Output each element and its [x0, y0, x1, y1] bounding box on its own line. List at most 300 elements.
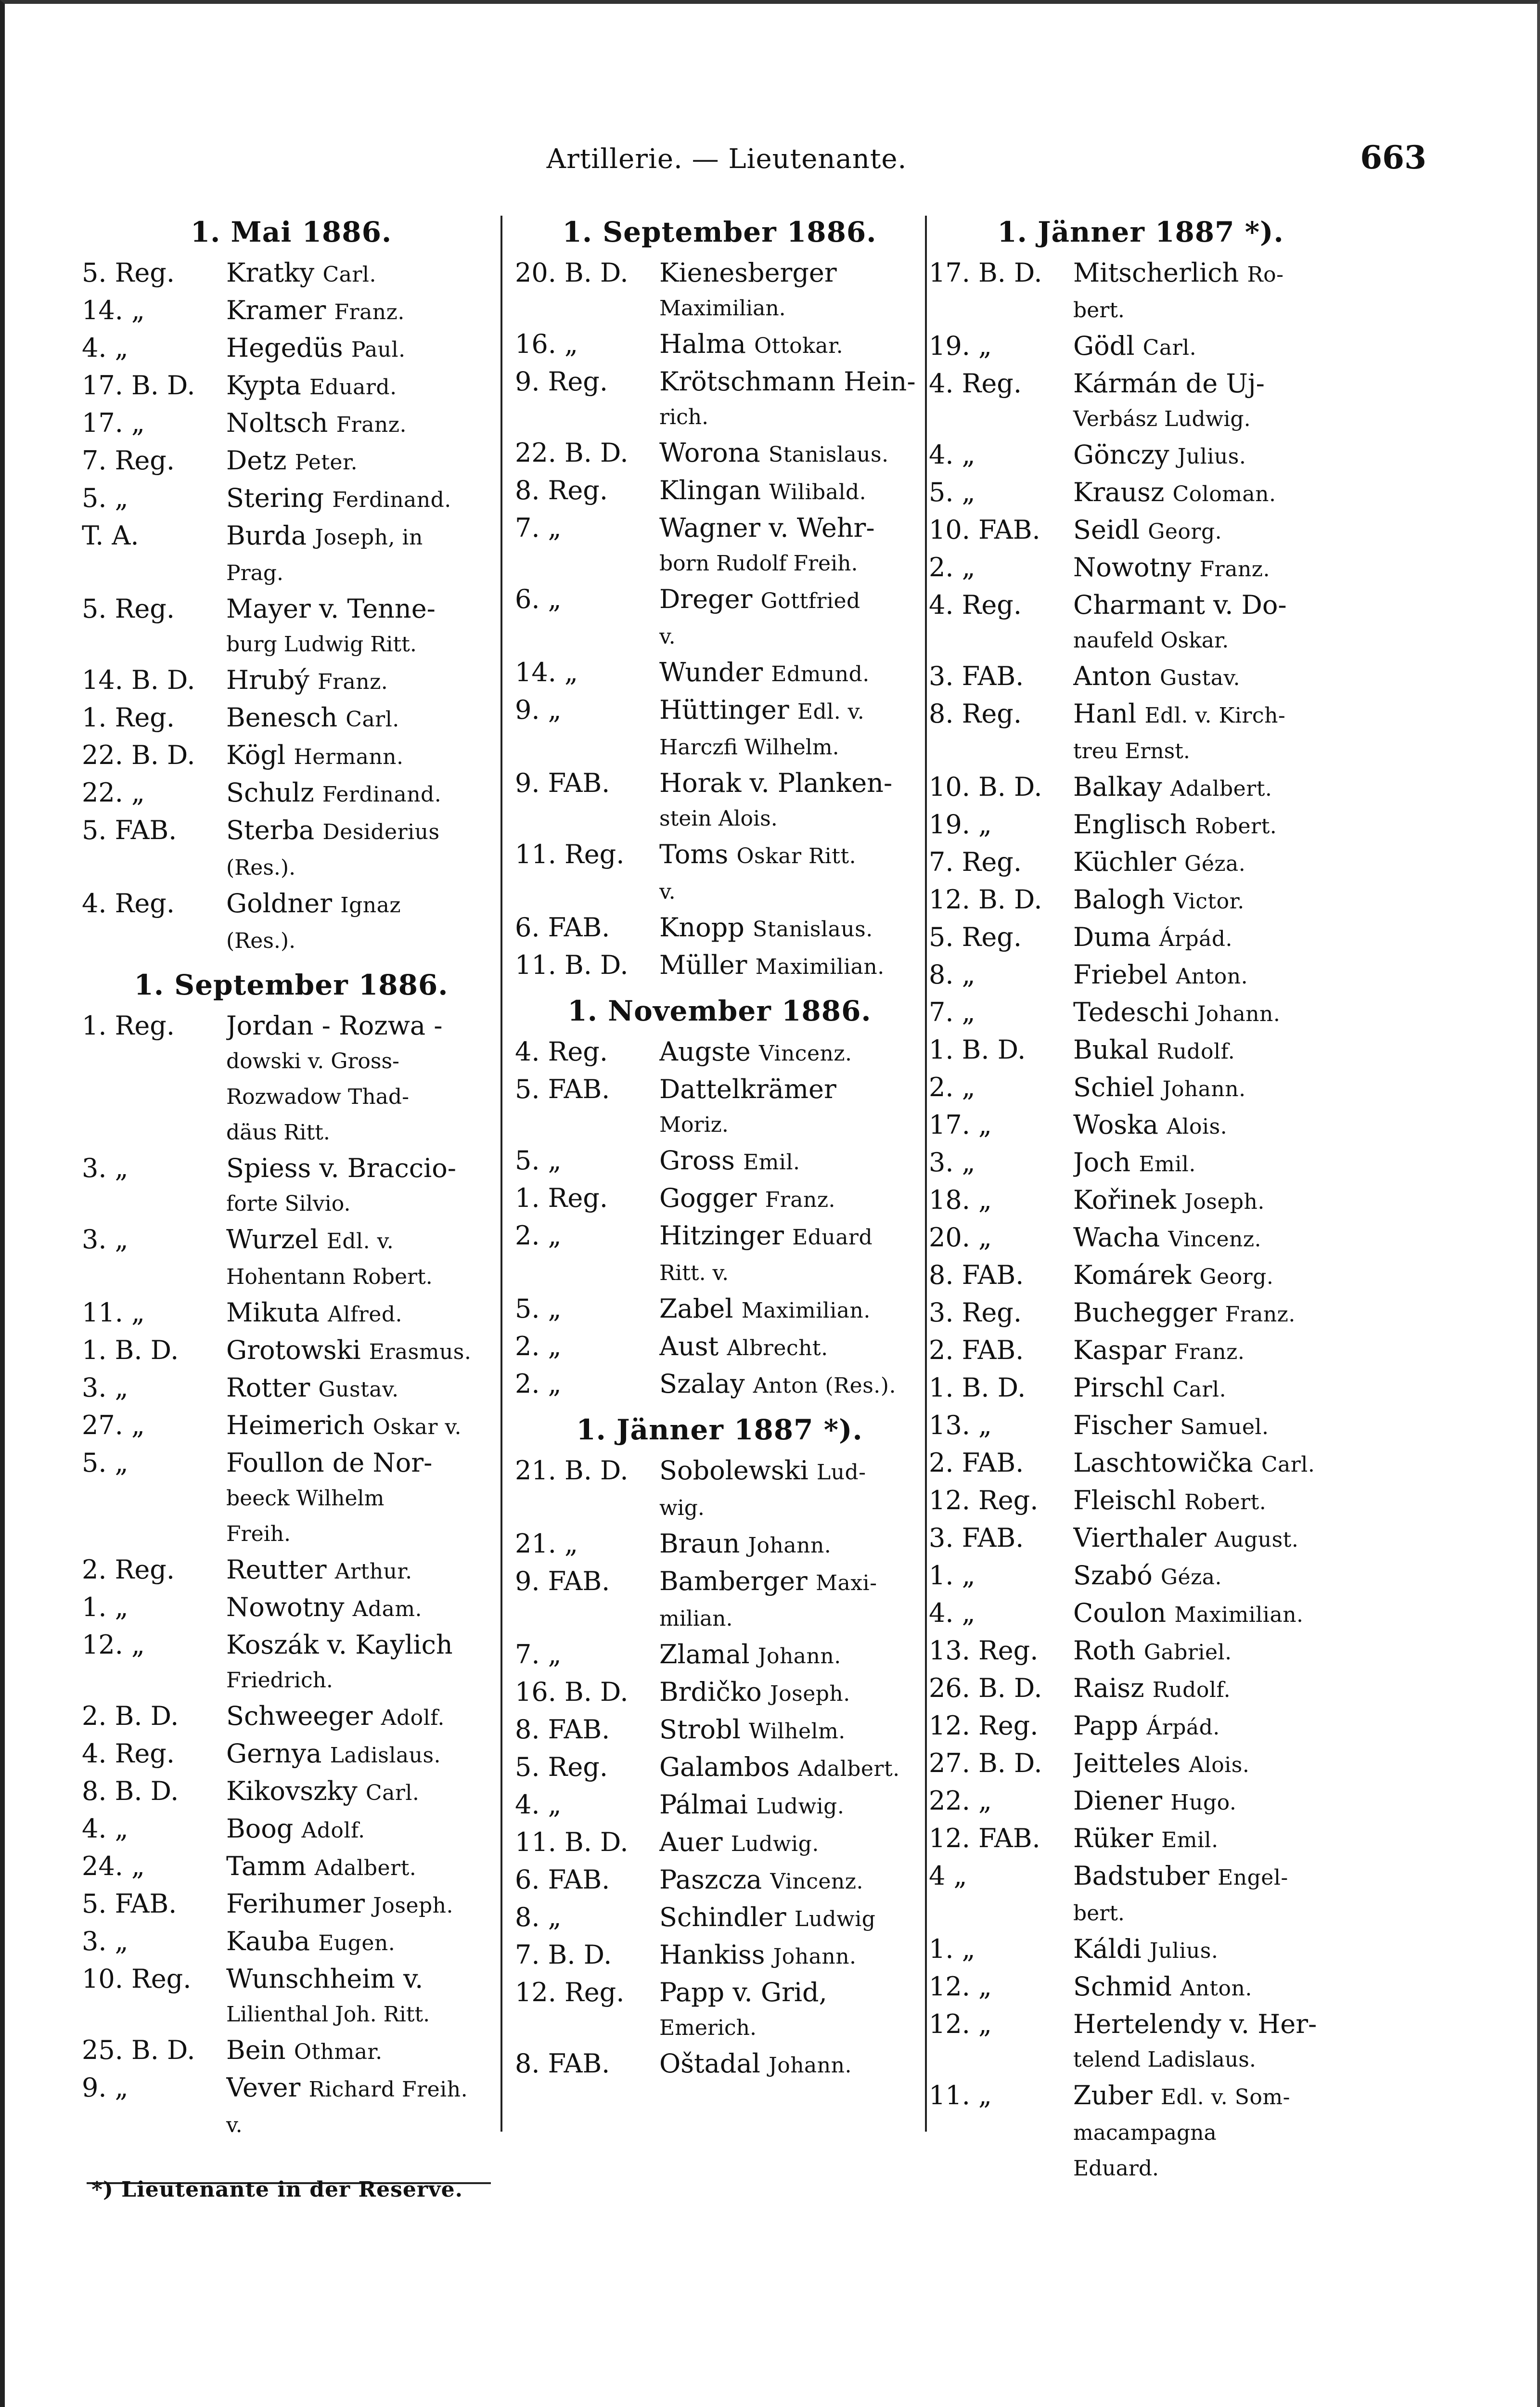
officer-name [1073, 1333, 1352, 1370]
given-name: Rudolf. [1156, 1039, 1235, 1064]
date-unit: 26. B. D. [929, 1673, 1042, 1703]
date-unit: 11. B. D. [515, 1827, 629, 1857]
surname: Szabó [1073, 1560, 1153, 1591]
officer-name [659, 1862, 924, 1900]
column-1 [82, 206, 500, 2139]
date-unit: 7. „ [929, 997, 975, 1027]
continuation-line: stein Alois. [659, 806, 778, 831]
surname: Vever [226, 2072, 301, 2103]
given-name: Alois. [1189, 1753, 1250, 1777]
given-name: Johann. [757, 1644, 841, 1669]
list-item [929, 919, 1352, 957]
date-unit: 2. „ [515, 1331, 562, 1361]
officer-name [226, 1295, 500, 1333]
list-item [929, 769, 1352, 807]
list-item [515, 1072, 924, 1107]
list-item [515, 435, 924, 473]
continuation-line: treu Ernst. [1073, 739, 1190, 764]
surname: Burda [226, 520, 307, 551]
given-name: Edl. v. Som- [1160, 2085, 1290, 2109]
list-item [82, 1849, 500, 1886]
officer-name [226, 1445, 500, 1481]
surname: Reutter [226, 1554, 327, 1585]
date-unit: 5. „ [929, 477, 975, 507]
date-unit: 17. B. D. [929, 258, 1042, 288]
given-name: Johann. [773, 1944, 857, 1969]
date-unit: 12. Reg. [929, 1710, 1039, 1741]
surname: Hertelendy v. Her- [1073, 2009, 1317, 2039]
continuation-line: born Rudolf Freih. [659, 551, 858, 576]
given-name: Emil. [743, 1150, 800, 1175]
list-item [929, 659, 1352, 696]
surname: Krötschmann Hein- [659, 366, 916, 397]
officer-name [226, 1627, 500, 1663]
given-name: Ro- [1247, 262, 1284, 287]
officer-name [659, 1329, 924, 1366]
list-item [929, 1595, 1352, 1633]
officer-name [1073, 696, 1352, 734]
surname: Spiess v. Braccio- [226, 1153, 457, 1183]
officer-name [659, 2046, 924, 2083]
surname: Mikuta [226, 1297, 320, 1328]
officer-name [1073, 1821, 1352, 1858]
given-name: Géza. [1160, 1565, 1222, 1590]
list-item [82, 1552, 500, 1590]
list-item [929, 1969, 1352, 2006]
list-item [929, 882, 1352, 919]
surname: Gross [659, 1145, 735, 1176]
officer-name [659, 1453, 924, 1490]
column-rule [925, 216, 927, 2132]
date-unit: 1. Reg. [82, 1010, 175, 1041]
surname: Balogh [1073, 884, 1166, 915]
list-item [929, 844, 1352, 882]
surname: Oštadal [659, 2048, 760, 2079]
list-item [82, 1151, 500, 1186]
officer-name [1073, 255, 1352, 293]
date-unit: 5. Reg. [82, 258, 175, 288]
officer-name [659, 692, 924, 730]
surname: Halma [659, 329, 746, 359]
date-unit: 5. „ [515, 1294, 562, 1324]
given-name: Vincenz. [758, 1041, 852, 1066]
officer-name [659, 255, 924, 291]
date-unit: 17. „ [82, 408, 145, 438]
surname: Kögl [226, 740, 286, 770]
continuation-line: Verbász Ludwig. [1073, 407, 1251, 431]
list-item [515, 1937, 924, 1975]
surname: Aust [659, 1331, 719, 1361]
list-item [929, 328, 1352, 366]
given-name: Anton. [1176, 964, 1248, 989]
surname: Auer [659, 1827, 723, 1857]
officer-name [1073, 1931, 1352, 1969]
officer-name [659, 582, 924, 619]
surname: Wacha [1073, 1222, 1160, 1253]
given-name: Adolf. [301, 1818, 365, 1843]
surname: Schiel [1073, 1072, 1155, 1102]
list-item [82, 591, 500, 627]
officer-name [226, 886, 500, 923]
list-item [82, 886, 500, 923]
surname: Dreger [659, 584, 753, 614]
surname: Charmant v. Do- [1073, 590, 1287, 620]
given-name: Ferdinand. [332, 488, 451, 512]
date-unit: 3. FAB. [929, 661, 1024, 691]
officer-name [226, 1811, 500, 1849]
given-name: Edmund. [771, 662, 870, 686]
surname: Ferihumer [226, 1889, 365, 1919]
officer-name [226, 1924, 500, 1961]
surname: Krausz [1073, 477, 1165, 507]
continuation-line: bert. [1073, 298, 1125, 323]
date-unit: 5. Reg. [82, 594, 175, 624]
list-item [929, 366, 1352, 401]
list-item [515, 582, 924, 619]
given-name: Joseph. [373, 1893, 454, 1918]
date-unit: 22. B. D. [82, 740, 195, 770]
surname: Kauba [226, 1926, 310, 1956]
surname: Kratky [226, 258, 315, 288]
date-unit: 10. B. D. [929, 772, 1042, 802]
list-item [82, 738, 500, 775]
list-item [929, 1858, 1352, 1896]
continuation-line: macampagna [1073, 2121, 1217, 2145]
surname: Gernya [226, 1738, 322, 1769]
list-item [515, 910, 924, 947]
date-unit: 22. „ [82, 777, 145, 808]
list-item [82, 775, 500, 813]
given-name: Victor. [1173, 889, 1245, 914]
date-unit: 10. Reg. [82, 1964, 192, 1994]
date-unit: 24. „ [82, 1851, 145, 1881]
surname: Fleischl [1073, 1485, 1176, 1515]
given-name: Johann. [769, 2053, 852, 2078]
continuation-line: Emerich. [659, 2016, 757, 2040]
list-item [929, 957, 1352, 995]
officer-name [226, 1552, 500, 1590]
officer-name [659, 1787, 924, 1825]
officer-name [659, 1143, 924, 1180]
date-unit: 7. „ [515, 1639, 562, 1669]
given-name: Erasmus. [369, 1340, 472, 1364]
list-item [515, 473, 924, 510]
column-2 [515, 206, 924, 2139]
given-name: Albrecht. [727, 1336, 828, 1360]
surname: Kramer [226, 295, 326, 325]
surname: Foullon de Nor- [226, 1448, 433, 1478]
date-unit: 2. „ [515, 1369, 562, 1399]
date-unit: 16. B. D. [515, 1677, 629, 1707]
date-unit: 7. B. D. [515, 1940, 612, 1970]
given-name: Árpád. [1159, 927, 1233, 951]
given-name: Oskar Ritt. [736, 844, 857, 868]
date-unit: 4. „ [82, 333, 128, 363]
list-item [929, 1520, 1352, 1558]
surname: Grotowski [226, 1335, 361, 1365]
list-item [82, 1445, 500, 1481]
given-name: Julius. [1177, 444, 1246, 469]
list-item [929, 1821, 1352, 1858]
officer-name [659, 1637, 924, 1674]
continuation-line: beeck Wilhelm [226, 1486, 385, 1511]
surname: Kořinek [1073, 1185, 1176, 1215]
given-name: Edl. v. [326, 1229, 394, 1254]
officer-name [1073, 1408, 1352, 1445]
surname: Tedeschi [1073, 997, 1189, 1027]
list-item [82, 1961, 500, 1997]
list-item [515, 765, 924, 801]
list-item [515, 1180, 924, 1218]
given-name: Hermann. [294, 745, 404, 769]
officer-name [226, 405, 500, 443]
list-item [515, 1218, 924, 1255]
given-name: Gustav. [318, 1377, 399, 1402]
date-unit: 21. „ [515, 1528, 578, 1559]
officer-name [659, 1975, 924, 2010]
officer-name [1073, 1445, 1352, 1483]
given-name: Gabriel. [1143, 1640, 1232, 1665]
officer-name [226, 662, 500, 700]
given-name: Engel- [1218, 1865, 1288, 1890]
date-unit: 17. „ [929, 1110, 992, 1140]
list-item [82, 1370, 500, 1408]
given-name: Oskar v. [372, 1415, 462, 1439]
list-item [82, 1811, 500, 1849]
officer-name [1073, 1032, 1352, 1070]
list-item [929, 437, 1352, 475]
list-item [929, 550, 1352, 587]
surname: Pálmai [659, 1789, 748, 1820]
surname: Woska [1073, 1110, 1158, 1140]
date-unit: 3. „ [82, 1372, 128, 1403]
list-item [515, 1143, 924, 1180]
list-item [515, 1366, 924, 1404]
date-unit: 20. „ [929, 1222, 992, 1253]
date-unit: 14. „ [515, 657, 578, 687]
date-unit: 7. Reg. [82, 445, 175, 476]
list-item [929, 1032, 1352, 1070]
surname: Sobolewski [659, 1455, 808, 1486]
officer-name [659, 765, 924, 801]
given-name: Adalbert. [1170, 776, 1272, 801]
date-unit: 8. Reg. [929, 699, 1022, 729]
officer-name [1073, 1182, 1352, 1220]
surname: Buchegger [1073, 1297, 1217, 1328]
surname: Gogger [659, 1183, 757, 1213]
date-unit: 2. Reg. [82, 1554, 175, 1585]
date-unit: 1. „ [82, 1592, 128, 1622]
continuation-line: (Res.). [226, 855, 296, 880]
list-item [82, 518, 500, 556]
given-name: Carl. [1261, 1452, 1315, 1477]
date-unit: 1. Reg. [515, 1183, 608, 1213]
date-unit: 7. „ [515, 513, 562, 543]
given-name: Franz. [334, 300, 405, 324]
surname: Worona [659, 438, 760, 468]
continuation-line: Prag. [226, 561, 284, 585]
list-item [929, 2078, 1352, 2115]
officer-name [226, 1961, 500, 1997]
date-unit: 4. „ [929, 1598, 975, 1628]
surname: Braun [659, 1528, 740, 1559]
given-name: Anton. [1180, 1976, 1252, 2001]
list-item [929, 1483, 1352, 1520]
officer-name [226, 2032, 500, 2070]
surname: Augste [659, 1036, 751, 1067]
surname: Duma [1073, 922, 1151, 952]
given-name: Franz. [1174, 1340, 1245, 1364]
given-name: Carl. [346, 707, 399, 732]
date-unit: 20. B. D. [515, 258, 629, 288]
given-name: Franz. [1199, 557, 1270, 582]
list-item [515, 655, 924, 692]
officer-name [226, 1736, 500, 1773]
date-unit: 1. B. D. [929, 1035, 1026, 1065]
officer-name [659, 364, 924, 400]
list-item [82, 1886, 500, 1924]
officer-name [1073, 659, 1352, 696]
list-item [82, 1408, 500, 1445]
list-item [515, 947, 924, 985]
list-item [82, 368, 500, 405]
surname: Coulon [1073, 1598, 1167, 1628]
surname: Boog [226, 1813, 294, 1844]
section-heading: 1. Mai 1886. [190, 216, 392, 248]
list-item [515, 1787, 924, 1825]
officer-name [226, 1849, 500, 1886]
given-name: Alfred. [328, 1302, 402, 1327]
footnote: *) Lieutenante in der Reserve. [91, 2177, 463, 2202]
list-item [82, 2032, 500, 2070]
given-name: Emil. [1139, 1152, 1196, 1177]
list-item [82, 1333, 500, 1370]
list-item [515, 1674, 924, 1712]
surname: Schweeger [226, 1701, 373, 1731]
list-item [929, 255, 1352, 293]
date-unit: 11. B. D. [515, 950, 629, 980]
list-item [929, 1145, 1352, 1182]
officer-name [1073, 1595, 1352, 1633]
given-name: Carl. [322, 262, 376, 287]
officer-name [226, 480, 500, 518]
officer-name [226, 1886, 500, 1924]
date-unit: 4 „ [929, 1861, 967, 1891]
date-unit: 8. B. D. [82, 1776, 179, 1806]
surname: Nowotny [226, 1592, 345, 1622]
given-name: Carl. [365, 1781, 420, 1805]
officer-name [1073, 475, 1352, 512]
continuation-line: naufeld Oskar. [1073, 628, 1229, 653]
date-unit: 5. Reg. [515, 1752, 608, 1782]
surname: Zuber [1073, 2080, 1153, 2110]
date-unit: 7. Reg. [929, 847, 1022, 877]
surname: Nowotny [1073, 552, 1192, 582]
date-unit: 18. „ [929, 1185, 992, 1215]
surname: Roth [1073, 1635, 1136, 1666]
section-heading: 1. Jänner 1887 *). [576, 1413, 863, 1446]
list-item [515, 1291, 924, 1329]
given-name: Maximilian. [1174, 1603, 1304, 1627]
date-unit: 2. „ [929, 1072, 975, 1102]
list-item [929, 1107, 1352, 1145]
date-unit: 9. Reg. [515, 366, 608, 397]
officer-name [226, 443, 500, 480]
surname: Galambos [659, 1752, 790, 1782]
officer-name [1073, 957, 1352, 995]
surname: Hitzinger [659, 1220, 784, 1251]
given-name: Robert. [1184, 1490, 1267, 1514]
given-name: Wilhelm. [749, 1719, 846, 1744]
list-item [929, 1220, 1352, 1257]
date-unit: 22. „ [929, 1786, 992, 1816]
officer-name [226, 775, 500, 813]
list-item [929, 1182, 1352, 1220]
list-item [82, 443, 500, 480]
continuation-line: Lilienthal Joh. Ritt. [226, 2002, 430, 2027]
given-name: Joseph, in [315, 525, 423, 550]
given-name: Franz. [336, 413, 407, 437]
date-unit: 1. „ [929, 1934, 975, 1964]
continuation-line: v. [659, 624, 676, 649]
surname: Hankiss [659, 1940, 765, 1970]
date-unit: 27. „ [82, 1410, 145, 1440]
list-item [515, 837, 924, 874]
given-name: Adalbert. [797, 1757, 900, 1781]
officer-name [1073, 769, 1352, 807]
officer-name [1073, 1558, 1352, 1595]
date-unit: 4. „ [929, 440, 975, 470]
date-unit: 10. FAB. [929, 515, 1040, 545]
date-unit: 5. FAB. [82, 815, 177, 845]
date-unit: 2. „ [929, 552, 975, 582]
officer-name [659, 1712, 924, 1749]
given-name: Hugo. [1170, 1790, 1237, 1815]
officer-name [226, 591, 500, 627]
date-unit: 4. Reg. [82, 1738, 175, 1769]
date-unit: 3. „ [82, 1224, 128, 1255]
given-name: Adam. [352, 1597, 423, 1621]
surname: Wurzel [226, 1224, 319, 1255]
given-name: Carl. [1142, 336, 1197, 360]
list-item [929, 1746, 1352, 1783]
date-unit: 6. „ [515, 584, 562, 614]
date-unit: 3. Reg. [929, 1297, 1022, 1328]
surname: Mitscherlich [1073, 258, 1239, 288]
given-name: Franz. [765, 1188, 836, 1212]
officer-name [1073, 1858, 1352, 1896]
continuation-line: Harczfi Wilhelm. [659, 735, 839, 760]
continuation-line: Moriz. [659, 1113, 729, 1137]
date-unit: 4. „ [515, 1789, 562, 1820]
officer-name [1073, 2078, 1352, 2115]
continuation-line: Friedrich. [226, 1668, 333, 1693]
date-unit: 8. FAB. [515, 2048, 610, 2079]
officer-name [1073, 587, 1352, 623]
given-name: Emil. [1161, 1828, 1219, 1852]
date-unit: 12. Reg. [515, 1977, 625, 2007]
given-name: August. [1214, 1527, 1299, 1552]
surname: Detz [226, 445, 287, 476]
officer-name [226, 1151, 500, 1186]
surname: Jeitteles [1073, 1748, 1181, 1778]
given-name: Ladislaus. [330, 1743, 441, 1768]
list-item [515, 1034, 924, 1072]
officer-name [1073, 919, 1352, 957]
surname: Dattelkrämer [659, 1074, 836, 1104]
given-name: Adalbert. [314, 1856, 417, 1880]
officer-name [1073, 1633, 1352, 1670]
